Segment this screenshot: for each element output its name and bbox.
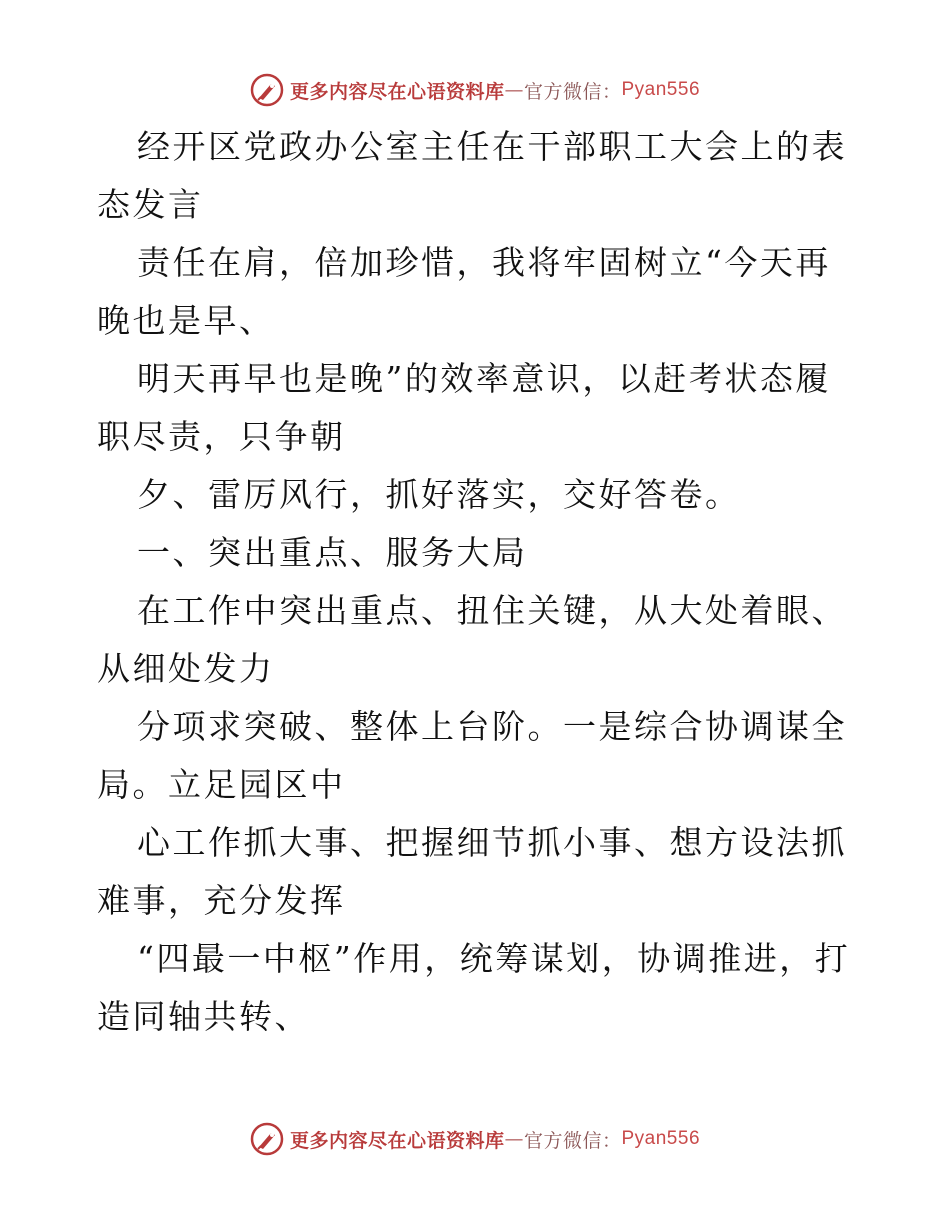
header-wechat-label: 官方微信： xyxy=(523,80,622,103)
footer-brand-text: 更多内容尽在心语资料库 xyxy=(289,1129,505,1152)
footer-watermark-banner xyxy=(0,1119,950,1159)
footer-wechat-label: 官方微信： xyxy=(523,1129,622,1152)
paragraph: 责任在肩，倍加珍惜，我将牢固树立“今天再晚也是早、 xyxy=(97,243,831,340)
document-body xyxy=(97,118,857,1046)
paragraph: 分项求突破、整体上台阶。一是综合协调谋全局。立足园区中 xyxy=(97,707,847,804)
footer-separator: — xyxy=(504,1128,524,1150)
section-heading: 一、突出重点、服务大局 xyxy=(137,533,528,572)
header-brand-text: 更多内容尽在心语资料库 xyxy=(289,80,505,103)
footer-wechat-id: Pyan556 xyxy=(621,1128,701,1149)
paragraph: 明天再早也是晚”的效率意识，以赶考状态履职尽责，只争朝 xyxy=(97,359,831,456)
paragraph: 心工作抓大事、把握细节抓小事、想方设法抓难事，充分发挥 xyxy=(97,823,847,920)
paragraph: “四最一中枢”作用，统筹谋划，协调推进，打造同轴共转、 xyxy=(97,939,851,1036)
header-wechat-id: Pyan556 xyxy=(621,79,701,100)
paragraph: 在工作中突出重点、扭住关键，从大处着眼、从细处发力 xyxy=(97,591,847,688)
document-title: 经开区党政办公室主任在干部职工大会上的表态发言 xyxy=(97,127,847,224)
header-watermark-banner xyxy=(0,70,950,110)
header-separator: — xyxy=(504,79,524,101)
pen-nib-logo-icon xyxy=(250,1122,284,1156)
paragraph: 夕、雷厉风行，抓好落实，交好答卷。 xyxy=(137,475,741,514)
pen-nib-logo-icon xyxy=(250,73,284,107)
